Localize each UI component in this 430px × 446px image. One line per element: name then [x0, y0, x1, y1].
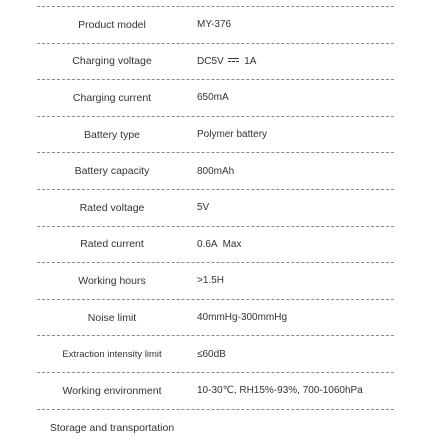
spec-value: 5V — [197, 202, 210, 214]
dc-current-icon — [228, 58, 239, 63]
spec-row-extraction-intensity-limit — [37, 336, 394, 373]
spec-label: Charging voltage — [72, 55, 152, 68]
spec-row-charging-current — [37, 80, 394, 117]
spec-label: Working hours — [78, 274, 146, 287]
spec-label: Working environment — [62, 384, 162, 397]
spec-value-prefix: DC5V — [197, 55, 224, 67]
spec-value: 800mAh — [197, 165, 235, 177]
spec-label: Noise limit — [87, 311, 137, 324]
spec-label: Extraction intensity limit — [62, 348, 162, 360]
spec-label: Battery type — [83, 128, 141, 141]
spec-label: Charging current — [72, 91, 152, 104]
spec-value: 650mA — [197, 92, 229, 104]
spec-value: >1.5H — [197, 275, 224, 287]
spec-row-noise-limit — [37, 300, 394, 337]
spec-value: 40mmHg-300mmHg — [197, 312, 288, 324]
spec-table — [37, 0, 394, 446]
spec-value: 0.6A Max — [197, 238, 242, 250]
spec-row-charging-voltage — [37, 44, 394, 81]
spec-row-working-environment — [37, 373, 394, 410]
spec-label: Rated current — [80, 238, 144, 251]
spec-value-suffix: 1A — [244, 55, 257, 67]
spec-value — [187, 56, 256, 67]
spec-row-product-model — [37, 7, 394, 44]
spec-label: Storage and transportation — [49, 421, 175, 434]
spec-row-battery-capacity — [37, 153, 394, 190]
spec-row-rated-current — [37, 227, 394, 264]
spec-row-rated-voltage — [37, 190, 394, 227]
spec-row-storage-transportation — [37, 410, 394, 446]
spec-label: Rated voltage — [79, 201, 145, 214]
spec-row-working-hours — [37, 263, 394, 300]
spec-value: MY-376 — [197, 19, 232, 31]
spec-value: 10-30℃, RH15%-93%, 700-1060hPa — [197, 385, 363, 397]
spec-label: Product model — [78, 18, 146, 31]
spec-value: Polymer battery — [197, 129, 268, 141]
spec-row-battery-type — [37, 117, 394, 154]
spec-value: ≤60dB — [197, 348, 226, 360]
spec-label: Battery capacity — [74, 165, 150, 178]
